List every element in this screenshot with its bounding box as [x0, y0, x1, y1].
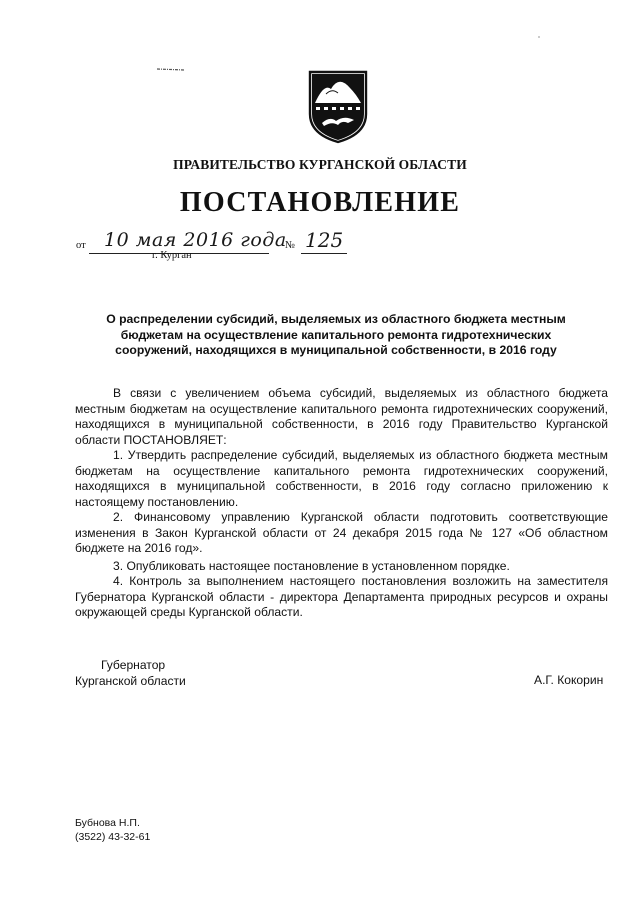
- executor-name: Бубнова Н.П.: [75, 817, 140, 829]
- document-title: О распределении субсидий, выделяемых из областного бюджета местным бюджетам на осуществление капитального ремонта гидротехнических сооружений, находящихся в муниципальной собственности, в 2016 году: [106, 312, 566, 358]
- city-label: г. Курган: [152, 250, 192, 261]
- executor-phone: (3522) 43-32-61: [75, 830, 151, 843]
- paragraph-item-4: 4. Контроль за выполнением настоящего постановления возложить на заместителя Губернатора Курганской области - директора Департамента природных ресурсов и охраны окружающей среды Курганской области.: [75, 574, 608, 619]
- scan-dot: [538, 36, 540, 38]
- date-number-row: [76, 228, 376, 271]
- document-body: [75, 386, 608, 621]
- executor-block: [75, 817, 150, 844]
- signatory-position: [75, 657, 186, 689]
- signatory-position-line1: Губернатор: [101, 658, 166, 672]
- document-type: ПОСТАНОВЛЕНИЕ: [179, 187, 461, 218]
- signatory-name: А.Г. Кокорин: [534, 673, 604, 687]
- paragraph-preamble: В связи с увеличением объема субсидий, выделяемых из областного бюджета местным бюджетам на осуществление капитального ремонта гидротехнических сооружений, находящихся в муниципальной собственности, в 2016 году Правительство Курганской области ПОСТАНОВЛЯЕТ:: [75, 386, 608, 447]
- number-underline: [301, 253, 347, 254]
- kurgan-coat-of-arms-icon: [298, 66, 378, 146]
- paragraph-item-1: 1. Утвердить распределение субсидий, выделяемых из областного бюджета местным бюджетам на осуществление капитального ремонта гидротехнических сооружений, находящихся в муниципальной собственности, в 2016 году согласно приложению к настоящему постановлению.: [75, 448, 608, 509]
- from-label: от: [76, 240, 86, 251]
- paragraph-item-3: 3. Опубликовать настоящее постановление в установленном порядке.: [113, 558, 510, 573]
- signatory-position-line2: Курганской области: [75, 674, 186, 688]
- handwritten-number: 125: [305, 228, 344, 252]
- government-name: ПРАВИТЕЛЬСТВО КУРГАНСКОЙ ОБЛАСТИ: [173, 157, 467, 172]
- paragraph-item-2: 2. Финансовому управлению Курганской области подготовить соответствующие изменения в Закон Курганской области от 24 декабря 2015 года № 127 «Об областном бюджете на 2016 год».: [75, 510, 608, 555]
- number-label: №: [285, 240, 296, 251]
- handwritten-date: 10 мая 2016 года: [104, 229, 287, 251]
- scan-mark: [156, 66, 186, 72]
